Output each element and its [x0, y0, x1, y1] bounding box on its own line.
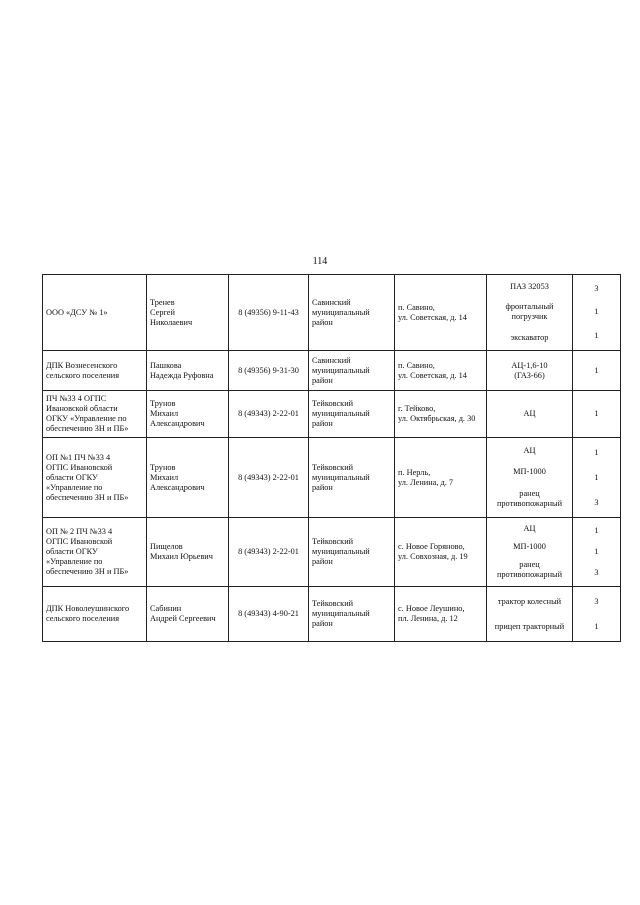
phone-cell: 8 (49356) 9-31-30 — [229, 351, 309, 391]
address-cell: п. Нерль, ул. Ленина, д. 7 — [395, 438, 487, 518]
phone-cell: 8 (49343) 4-90-21 — [229, 587, 309, 642]
quantity-value: 1 — [594, 472, 599, 482]
organization-cell: ПЧ №33 4 ОГПС Ивановской области ОГКУ «Управление по обеспечению ЗН и ПБ» — [43, 391, 147, 438]
head-name-cell: Трунов Михаил Александрович — [147, 438, 229, 518]
quantity-value: 3 — [594, 568, 599, 578]
quantity-cell — [573, 391, 621, 438]
quantity-cell — [573, 518, 621, 587]
table-row — [43, 587, 621, 642]
equipment-item: АЦ-1,6-10 (ГАЗ-66) — [511, 360, 548, 380]
quantity-value: 1 — [594, 365, 599, 375]
equipment-cell — [487, 351, 573, 391]
equipment-item: ПАЗ 32053 — [510, 282, 549, 292]
quantity-value: 1 — [594, 525, 599, 535]
district-cell: Тейковский муниципальный район — [309, 587, 395, 642]
quantity-value: 3 — [594, 497, 599, 507]
quantity-value: 1 — [594, 621, 599, 631]
organization-cell: ОП №1 ПЧ №33 4 ОГПС Ивановской области ОГКУ «Управление по обеспечению ЗН и ПБ» — [43, 438, 147, 518]
equipment-cell — [487, 518, 573, 587]
equipment-item: МП-1000 — [513, 542, 546, 551]
equipment-item: трактор колесный — [497, 596, 562, 606]
fire-equipment-table — [42, 274, 621, 642]
quantity-value: 3 — [594, 283, 599, 293]
equipment-item: АЦ — [523, 445, 536, 455]
organization-cell: ДПК Новолеушинского сельского поселения — [43, 587, 147, 642]
equipment-item: ранец противопожарный — [496, 560, 563, 579]
equipment-cell — [487, 275, 573, 351]
page-number: 114 — [312, 256, 328, 267]
quantity-cell — [573, 275, 621, 351]
phone-cell: 8 (49356) 9-11-43 — [229, 275, 309, 351]
quantity-value: 1 — [594, 447, 599, 457]
head-name-cell: Пашкова Надежда Руфовна — [147, 351, 229, 391]
district-cell: Савинский муниципальный район — [309, 351, 395, 391]
district-cell: Тейковский муниципальный район — [309, 518, 395, 587]
address-cell: с. Новое Горяново, ул. Совхозная, д. 19 — [395, 518, 487, 587]
table-row — [43, 275, 621, 351]
equipment-item: фронтальный погрузчик — [505, 302, 554, 322]
equipment-item: АЦ — [523, 409, 536, 418]
quantity-value: 3 — [594, 596, 599, 606]
district-cell: Тейковский муниципальный район — [309, 438, 395, 518]
phone-cell: 8 (49343) 2-22-01 — [229, 391, 309, 438]
address-cell: п. Савино, ул. Советская, д. 14 — [395, 351, 487, 391]
quantity-value: 1 — [594, 409, 599, 418]
equipment-cell — [487, 391, 573, 438]
quantity-cell — [573, 438, 621, 518]
equipment-item: прицеп тракторный — [494, 621, 565, 631]
quantity-value: 1 — [594, 331, 599, 341]
table-row — [43, 438, 621, 518]
equipment-item: МП-1000 — [513, 467, 546, 477]
quantity-cell — [573, 587, 621, 642]
equipment-item: АЦ — [523, 524, 536, 533]
phone-cell: 8 (49343) 2-22-01 — [229, 438, 309, 518]
equipment-cell — [487, 438, 573, 518]
district-cell: Тейковский муниципальный район — [309, 391, 395, 438]
district-cell: Савинский муниципальный район — [309, 275, 395, 351]
table-row — [43, 351, 621, 391]
equipment-cell — [487, 587, 573, 642]
address-cell: п. Савино, ул. Советская, д. 14 — [395, 275, 487, 351]
address-cell: г. Тейково, ул. Октябрьская, д. 30 — [395, 391, 487, 438]
quantity-value: 1 — [594, 307, 599, 317]
organization-cell: ООО «ДСУ № 1» — [43, 275, 147, 351]
organization-cell: ОП № 2 ПЧ №33 4 ОГПС Ивановской области ОГКУ «Управление по обеспечению ЗН и ПБ» — [43, 518, 147, 587]
phone-cell: 8 (49343) 2-22-01 — [229, 518, 309, 587]
equipment-item: ранец противопожарный — [496, 489, 563, 509]
address-cell: с. Новое Леушино, пл. Ленина, д. 12 — [395, 587, 487, 642]
head-name-cell: Тренев Сергей Николаевич — [147, 275, 229, 351]
table-row — [43, 518, 621, 587]
equipment-item: экскаватор — [510, 332, 549, 342]
quantity-value: 1 — [594, 546, 599, 556]
quantity-cell — [573, 351, 621, 391]
organization-cell: ДПК Вознесенского сельского поселения — [43, 351, 147, 391]
head-name-cell: Пищелов Михаил Юрьевич — [147, 518, 229, 587]
head-name-cell: Трунов Михаил Александрович — [147, 391, 229, 438]
head-name-cell: Сабинин Андрей Сергеевич — [147, 587, 229, 642]
table-row — [43, 391, 621, 438]
